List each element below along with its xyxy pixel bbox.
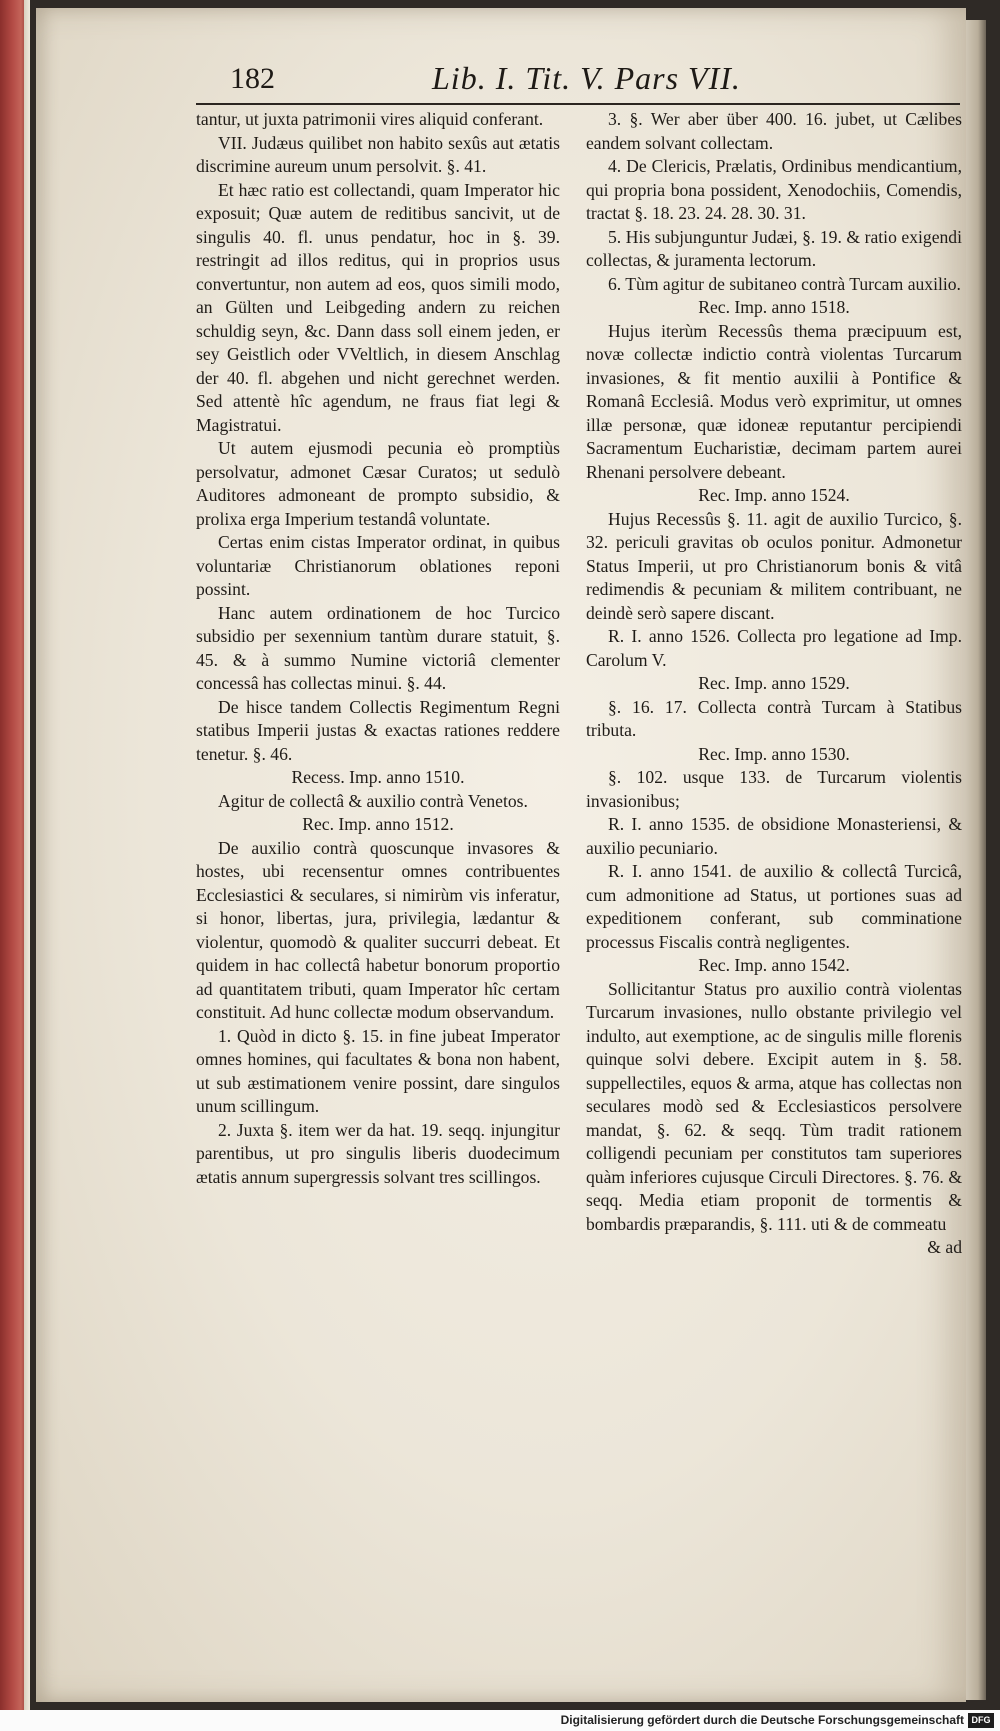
running-title: Lib. I. Tit. V. Pars VII. (432, 60, 741, 96)
paragraph: R. I. anno 1535. de obsidione Monasteriensi, & auxilio pecuniario. (586, 814, 962, 858)
digitization-footer (0, 1710, 1000, 1731)
section-heading: Rec. Imp. anno 1518. (698, 297, 850, 317)
paragraph: Certas enim cistas Imperator ordinat, in quibus voluntariæ Christianorum oblationes reponi possint. (196, 532, 560, 599)
section-heading: Recess. Imp. anno 1510. (291, 767, 465, 787)
section-heading: Rec. Imp. anno 1524. (698, 485, 850, 505)
page-header (190, 56, 900, 102)
paragraph: 2. Juxta §. item wer da hat. 19. seqq. injungitur parentibus, ut pro singulis liberis duodecimum ætatis annum supergressis solvant tres scillingos. (196, 1119, 560, 1187)
page-edge-shadow (966, 20, 986, 1700)
section-heading: Rec. Imp. anno 1530. (698, 743, 850, 764)
paragraph: §. 16. 17. Collecta contrà Turcam à Statibus tributa. (586, 696, 962, 740)
paragraph: De hisce tandem Collectis Regimentum Regni statibus Imperii justas & exactas rationes reddere tenetur. §. 46. (196, 696, 560, 764)
section-heading: Rec. Imp. anno 1542. (698, 955, 850, 975)
section-heading: Rec. Imp. anno 1512. (302, 814, 454, 834)
dfg-logo: DFG (968, 1713, 994, 1728)
paragraph: 1. Quòd in dicto §. 15. in fine jubeat Imperator omnes homines, qui facultates & bona non habent, ut sub æstimationem venire possint, dare singulos unum scillingum. (196, 1025, 560, 1116)
paragraph: Et hæc ratio est collectandi, quam Imperator hic exposuit; Quæ autem de reditibus sancivit, ut de singulis 40. fl. unus pendatur, hoc in §. 39. restringit ad illos reditus, qui in proprios usus convertuntur, non autem ad eos, quos simili modo, an Gülten und Leibgeding andern zu reichen schuldig seyn, &c. Dann dass soll einem jeden, er sey Geistlich oder VVeltlich, in diesem Anschlag der 40. fl. abgehen und nicht gerechnet werden. Sed attentè hîc agendum, ne fraus fiat legi & Magistratui. (196, 179, 560, 435)
paragraph: R. I. anno 1526. Collecta pro legatione ad Imp. Carolum V. (586, 626, 962, 670)
book-spine (0, 0, 30, 1710)
paragraph: Ut autem ejusmodi pecunia eò promptiùs persolvatur, admonet Cæsar Curatos; ut sedulò Auditores admoneant de prompto subsidio, & prolixa erga Imperium testandâ voluntate. (196, 438, 560, 529)
section-heading: Rec. Imp. anno 1529. (698, 673, 850, 693)
paragraph: R. I. anno 1541. de auxilio & collectâ Turcicâ, cum admonitione ad Status, ut portiones suas ad expeditionem conferant, sub comminatione processus Fiscalis contrà negligentes. (586, 861, 962, 952)
paragraph: Sollicitantur Status pro auxilio contrà violentas Turcarum invasiones, nullo obstante privilegio vel indulto, aut exemptione, ac de singulis mille florenis quinque solvi debere. Excipit autem in §. 58. suppellectiles, equos & arma, atque has collectas non seculares modò sed & Ecclesiasticos persolvere mandat, §. 62. & seqq. Tùm tradit rationem colligendi pecuniam per constitutos tam superiores quàm inferiores cujusque Circuli Directores. §. 76. & seqq. Media etiam proponit de tormentis & bombardis præparandis, §. 111. uti & de commeatu (586, 978, 962, 1234)
paragraph: Hanc autem ordinationem de hoc Turcico subsidio per sexennium tantùm durare statuit, §. 45. & à summo Numine victoriâ clementer concessâ has collectas minui. §. 44. (196, 602, 560, 693)
paragraph: & ad (927, 1237, 962, 1257)
footer-credit: Digitalisierung gefördert durch die Deutsche Forschungsgemeinschaft (560, 1713, 964, 1727)
paragraph: Hujus Recessûs §. 11. agit de auxilio Turcico, §. 32. periculi gravitas ob oculos ponitur. Admonetur Status Imperii, ut pro Christianorum bonis & vitâ redimendis & pecuniam & militem contribuant, ne deindè serò sapere discant. (586, 508, 962, 623)
right-column (586, 108, 962, 1260)
paragraph: §. 102. usque 133. de Turcarum violentis invasionibus; (586, 767, 962, 811)
paragraph: Hujus iterùm Recessûs thema præcipuum est, novæ collectæ indictio contrà violentas Turcarum invasiones, & fit mentio auxilii à Pontifice & Romanâ Ecclesiâ. Modus verò exprimitur, ut omnes illæ personæ, quæ idoneæ reputantur percipiendi Sacramentum Eucharistiæ, decimam partem aurei Rhenani persolvere debeant. (586, 320, 962, 482)
paragraph: 4. De Clericis, Prælatis, Ordinibus mendicantium, qui propria bona possident, Xenodochiis, Comendis, tractat §. 18. 23. 24. 28. 30. 31. (586, 156, 962, 223)
paragraph: 3. §. Wer aber über 400. 16. jubet, ut Cælibes eandem solvant collectam. (586, 109, 962, 153)
page-number: 182 (230, 62, 275, 95)
paragraph: De auxilio contrà quoscunque invasores & hostes, ubi recensentur omnes contribuentes Ecclesiastici & seculares, si nimirùm vis inferatur, si honor, libertas, jura, privilegia, lædantur & violentur, quomodò & qualiter succurri debeat. Et quidem in hac collectâ habetur bonorum proportio ad quantitatem tributi, quam Imperator hîc certam constituit. Ad hunc collectæ modum observandum. (196, 837, 560, 1022)
header-rule (196, 103, 960, 105)
paragraph: 6. Tùm agitur de subitaneo contrà Turcam auxilio. (608, 273, 961, 294)
paragraph: Agitur de collectâ & auxilio contrà Venetos. (218, 790, 528, 811)
left-column (196, 108, 560, 1189)
paragraph: VII. Judæus quilibet non habito sexûs aut ætatis discrimine aureum unum persolvit. §. 41. (196, 132, 560, 176)
paragraph: tantur, ut juxta patrimonii vires aliquid conferant. (196, 109, 544, 129)
paragraph: 5. His subjunguntur Judæi, §. 19. & ratio exigendi collectas, & juramenta lectorum. (586, 226, 962, 270)
